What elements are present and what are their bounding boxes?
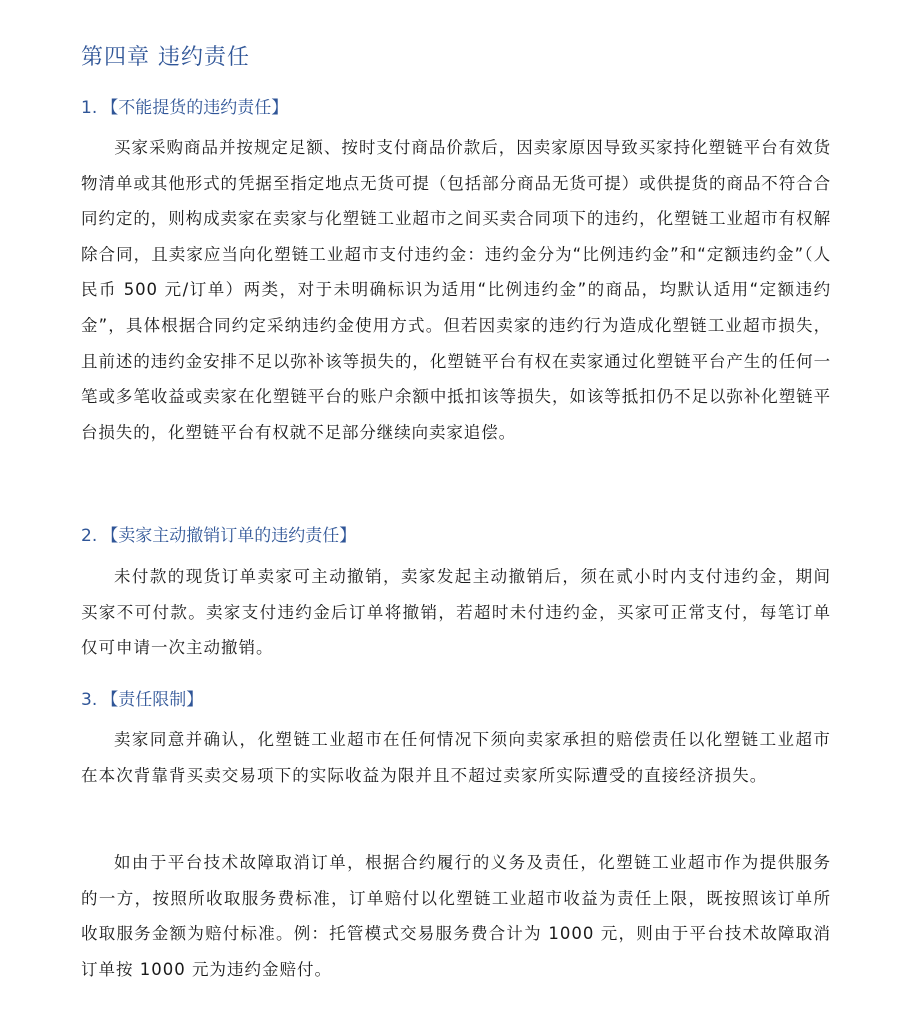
section-3-paragraph-1: 卖家同意并确认，化塑链工业超市在任何情况下须向卖家承担的赔偿责任以化塑链工业超市在本次背靠背买卖交易项下的实际收益为限并且不超过卖家所实际遭受的直接经济损失。	[81, 730, 831, 785]
section-3-paragraph-2: 如由于平台技术故障取消订单，根据合约履行的义务及责任，化塑链工业超市作为提供服务的一方，按照所收取服务费标准，订单赔付以化塑链工业超市收益为责任上限，既按照该订单所收取服务金额为赔付标准。例：托管模式交易服务费合计为 1000 元，则由于平台技术故障取消订单按 1000 元为违约金赔付。	[81, 853, 831, 979]
chapter-title: 第四章 违约责任	[81, 45, 250, 70]
section-number: 3.	[81, 690, 98, 710]
section-2-paragraph: 未付款的现货订单卖家可主动撤销，卖家发起主动撤销后，须在贰小时内支付违约金，期间买家不可付款。卖家支付违约金后订单将撤销，若超时未付违约金，买家可正常支付，每笔订单仅可申请一次主动撤销。	[81, 567, 831, 658]
section-title: 【不能提货的违约责任】	[101, 98, 289, 118]
section-title: 【卖家主动撤销订单的违约责任】	[101, 526, 357, 546]
section-heading-1	[81, 95, 288, 121]
section-number: 1.	[81, 98, 98, 118]
section-number: 2.	[81, 526, 98, 546]
section-title: 【责任限制】	[101, 690, 204, 710]
section-heading-2	[81, 523, 356, 549]
section-heading-3	[81, 687, 203, 713]
section-1-paragraph: 买家采购商品并按规定足额、按时支付商品价款后，因卖家原因导致买家持化塑链平台有效货物清单或其他形式的凭据至指定地点无货可提（包括部分商品无货可提）或供提货的商品不符合合同约定的，则构成卖家在卖家与化塑链工业超市之间买卖合同项下的违约，化塑链工业超市有权解除合同，且卖家应当向化塑链工业超市支付违约金：违约金分为“比例违约金”和“定额违约金”（人民币 500 元/订单）两类，对于未明确标识为适用“比例违约金”的商品，均默认适用“定额违约金”，具体根据合同约定采纳违约金使用方式。但若因卖家的违约行为造成化塑链工业超市损失，且前述的违约金安排不足以弥补该等损失的，化塑链平台有权在卖家通过化塑链平台产生的任何一笔或多笔收益或卖家在化塑链平台的账户余额中抵扣该等损失，如该等抵扣仍不足以弥补化塑链平台损失的，化塑链平台有权就不足部分继续向卖家追偿。	[81, 138, 831, 442]
